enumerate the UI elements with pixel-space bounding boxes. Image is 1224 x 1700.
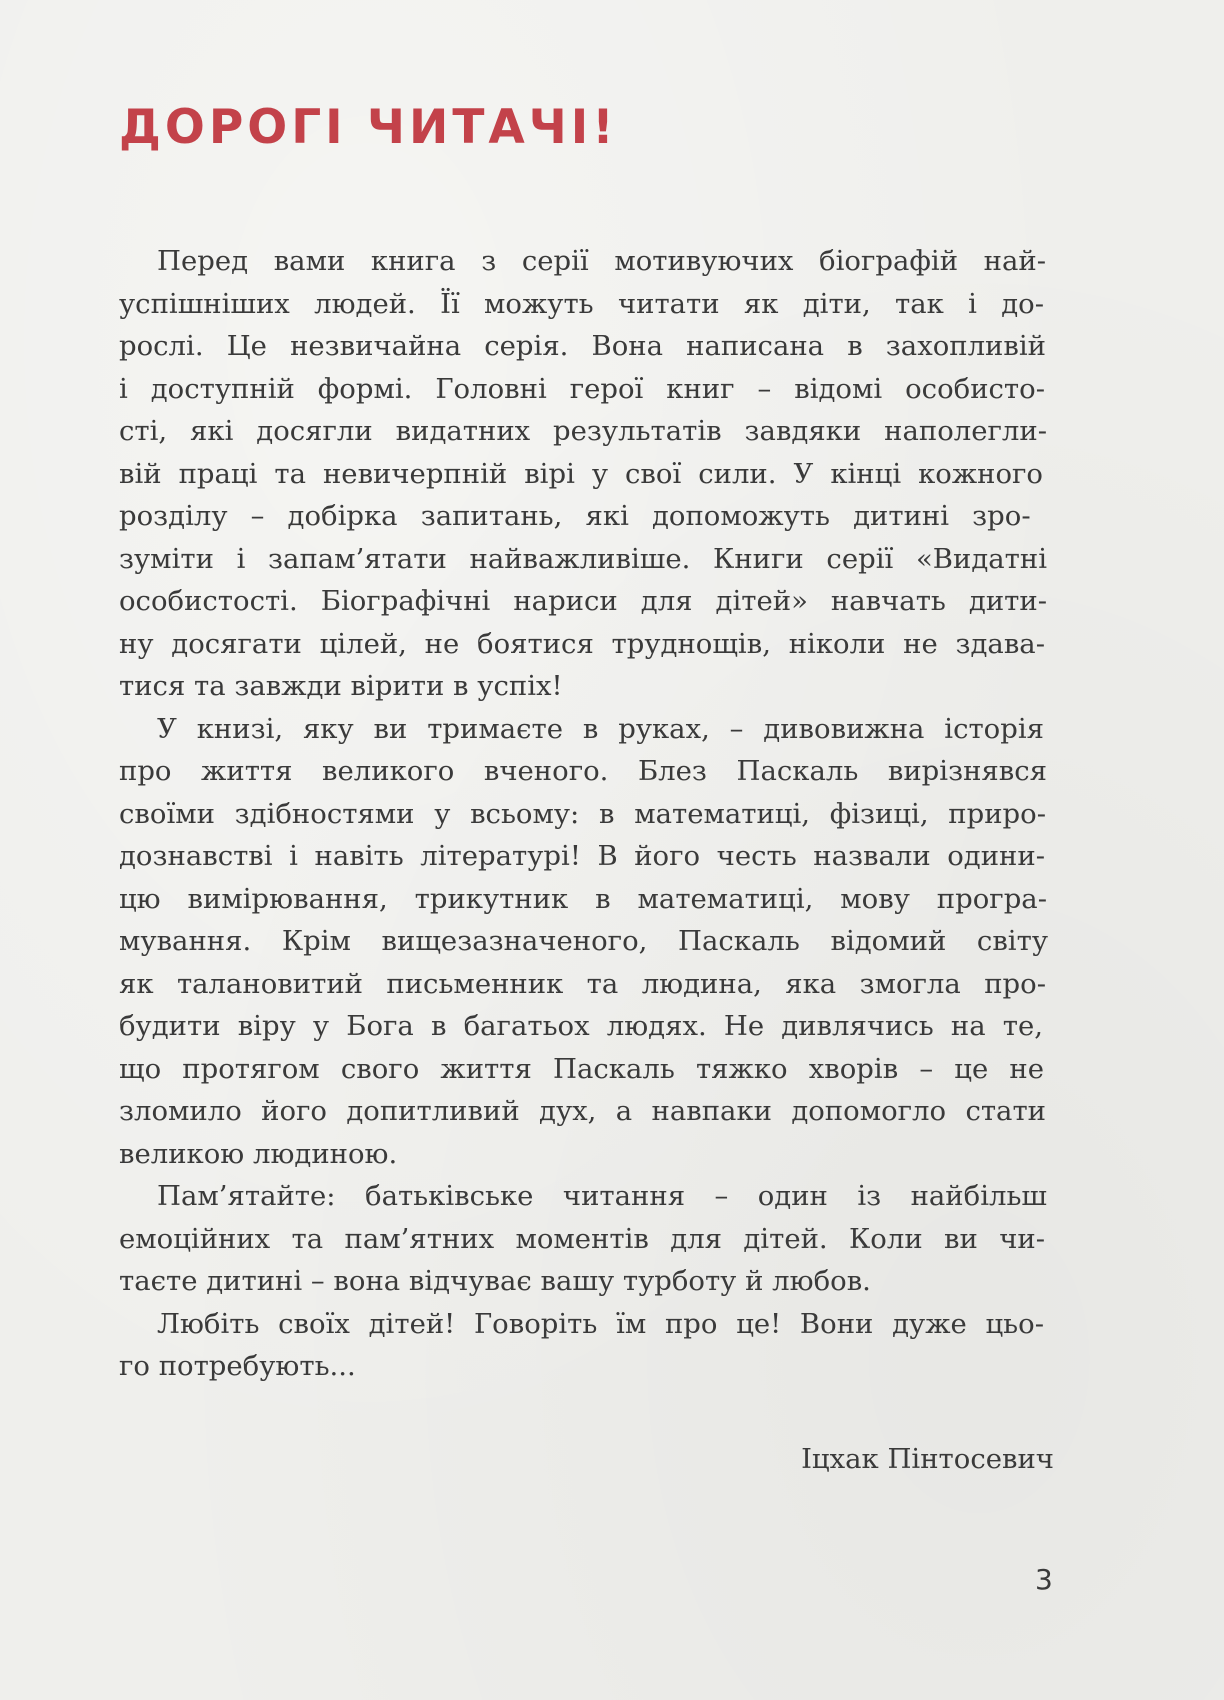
text-line: емоційних та пам’ятних моментів для дітей. Коли ви чи- — [119, 1222, 1045, 1255]
page-body — [119, 240, 1053, 1388]
text-line: зуміти і запам’ятати найважливіше. Книги серії «Видатні — [119, 542, 1047, 575]
text-line: го потребують... — [119, 1350, 356, 1382]
text-line: своїми здібностями у всьому: в математиці, фізиці, приро- — [119, 797, 1046, 830]
text-line: сті, які досягли видатних результатів завдяки наполегли- — [119, 415, 1047, 447]
text-line: що протягом свого життя Паскаль тяжко хворів – це не — [119, 1052, 1044, 1085]
paragraph-2 — [119, 708, 1053, 1176]
text-line: і доступній формі. Головні герої книг – відомі особисто- — [119, 372, 1045, 405]
text-line: розділу – добірка запитань, які допоможуть дитині зро- — [119, 500, 1031, 532]
text-line: будити віру у Бога в багатьох людях. Не дивлячись на те, — [119, 1010, 1043, 1042]
paragraph-1 — [119, 240, 1053, 708]
text-line: особистості. Біографічні нариси для дітей» навчать дити- — [119, 585, 1047, 617]
page-number: 3 — [1035, 1563, 1053, 1596]
text-line: дознавстві і навіть літературі! В його честь назвали одини- — [119, 840, 1045, 872]
text-line: вій праці та невичерпній вірі у свої сили. У кінці кожного — [119, 457, 1043, 490]
text-line: ну досягати цілей, не боятися труднощів, ніколи не здава- — [119, 627, 1045, 660]
text-line: мування. Крім вищезазначеного, Паскаль відомий світу — [119, 925, 1048, 957]
text-line: таєте дитині – вона відчуває вашу турботу й любов. — [119, 1265, 871, 1297]
paragraph-3 — [119, 1175, 1053, 1303]
text-line: великою людиною. — [119, 1137, 398, 1170]
text-line: успішніших людей. Її можуть читати як діти, так і до- — [119, 287, 1044, 320]
text-line: У книзі, яку ви тримаєте в руках, – дивовижна історія — [157, 712, 1044, 745]
page-title: ДОРОГІ ЧИТАЧІ! — [119, 100, 618, 155]
text-line: як талановитий письменник та людина, яка змогла про- — [119, 967, 1046, 1000]
text-line: тися та завжди вірити в успіх! — [119, 670, 563, 702]
paragraph-4 — [119, 1303, 1053, 1388]
text-line: зломило його допитливий дух, а навпаки допомогло стати — [119, 1095, 1046, 1127]
text-line: Пам’ятайте: батьківське читання – один із найбільш — [157, 1180, 1047, 1212]
text-line: рослі. Це незвичайна серія. Вона написана в захопливій — [119, 330, 1046, 362]
text-line: Любіть своїх дітей! Говоріть їм про це! Вони дуже цьо- — [157, 1307, 1044, 1340]
author-signature: Іцхак Пінтосевич — [801, 1443, 1054, 1475]
text-line: цю вимірювання, трикутник в математиці, мову програ- — [119, 882, 1047, 915]
text-line: про життя великого вченого. Блез Паскаль вирізнявся — [119, 755, 1047, 787]
text-line: Перед вами книга з серії мотивуючих біографій най- — [157, 245, 1046, 277]
